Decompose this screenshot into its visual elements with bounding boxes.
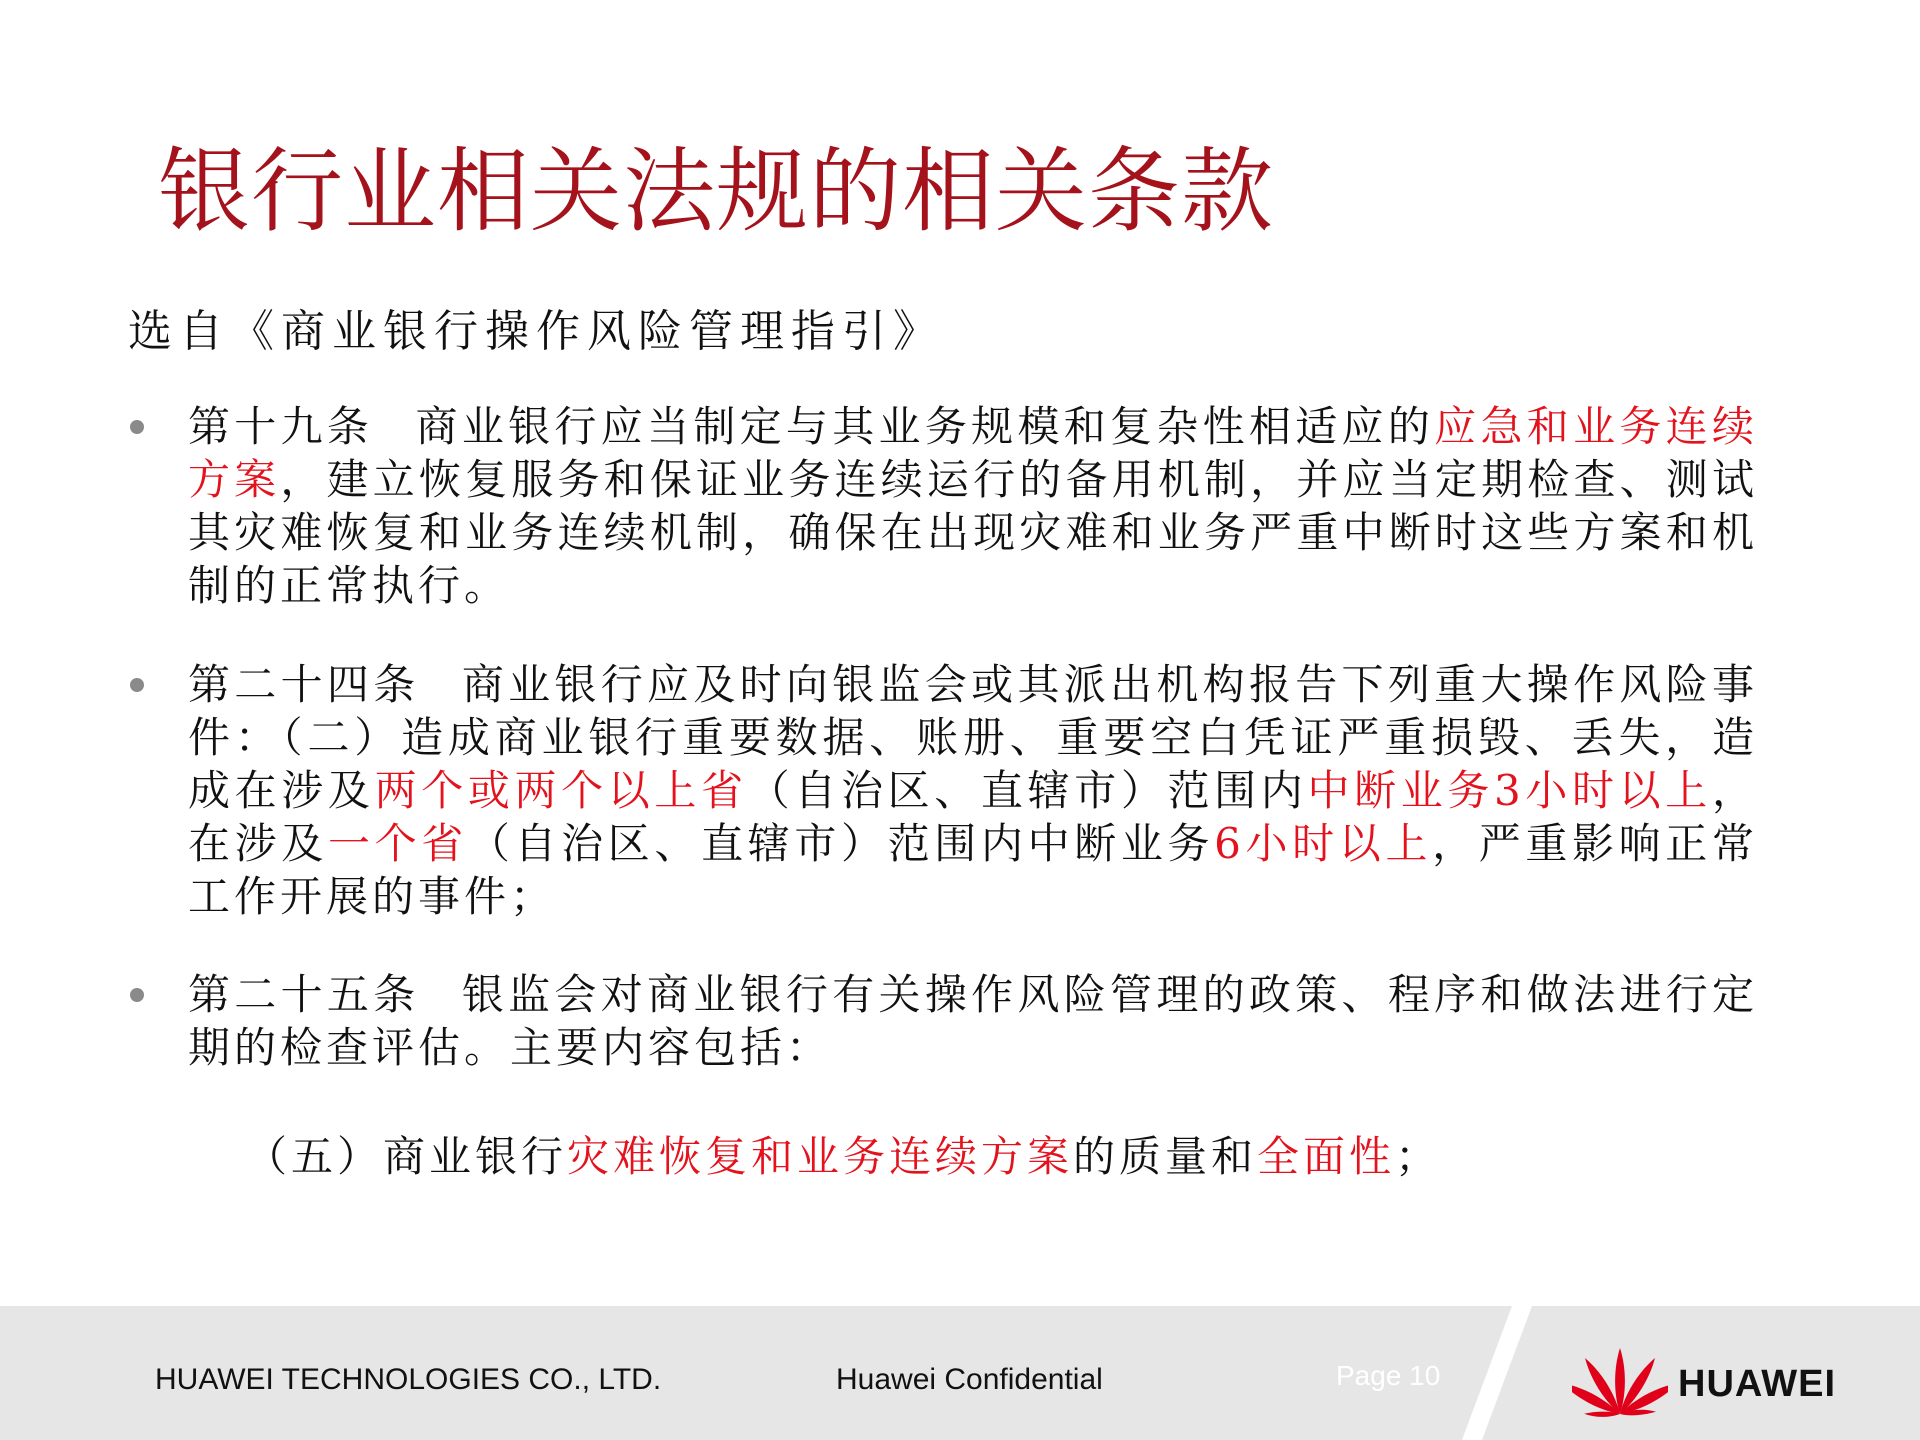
slide-subtitle: 选自《商业银行操作风险管理指引》 [128,306,944,357]
sub-item-five [245,1124,1441,1184]
bullet-text [188,968,1758,1074]
text-segment: ，建立恢复服务和保证业务连续运行的备用机制，并应当定期检查、测试其灾难恢复和业务连续机制，确保在出现灾难和业务严重中断时这些方案和机制的正常执行。 [188,455,1758,610]
bullet-dot [130,988,144,1002]
huawei-logo-text: HUAWEI [1678,1363,1836,1405]
footer-confidential: Huawei Confidential [836,1363,1103,1396]
highlight-text: 应急和业务连续方案 [188,402,1758,504]
highlight-text: 6小时以上 [1214,819,1433,868]
text-segment: （自治区、直辖市）范围内中断业务 [467,819,1215,868]
highlight-text: 灾难恢复和业务连续方案 [567,1132,1074,1181]
text-segment: ，严重影响正常工作开展的事件； [188,819,1758,921]
text-segment: （自治区、直辖市）范围内 [747,766,1308,815]
article-number: 第二十四条 [188,660,420,709]
bullet-dot [130,420,144,434]
text-segment: 商业银行应及时向银监会或其派出机构报告下列重大操作风险事件：（二）造成商业银行重要数据、账册、重要空白凭证严重损毁、丢失，造成在涉及 [188,660,1758,815]
article-number: 第二十五条 [188,970,420,1019]
bullet-text [188,658,1758,923]
huawei-logo-icon [1572,1340,1668,1420]
text-segment: ； [1395,1132,1442,1181]
text-segment: （五）商业银行 [245,1132,568,1181]
text-segment: 的质量和 [1073,1132,1258,1181]
article-number: 第十九条 [188,402,374,451]
highlight-text: 全面性 [1257,1132,1396,1181]
text-segment: 银监会对商业银行有关操作风险管理的政策、程序和做法进行定期的检查评估。主要内容包括： [188,970,1758,1072]
bullet-text [188,400,1758,612]
text-segment: ，在涉及 [188,766,1758,868]
bullet-dot [130,678,144,692]
highlight-text: 一个省 [327,819,468,868]
footer-divider-slash [1460,1306,1540,1440]
page-number: Page 10 [1336,1360,1441,1391]
highlight-text: 两个或两个以上省 [374,766,748,815]
footer-company: HUAWEI TECHNOLOGIES CO., LTD. [155,1363,662,1396]
slide-title: 银行业相关法规的相关条款 [158,138,1275,245]
text-segment: 商业银行应当制定与其业务规模和复杂性相适应的 [415,402,1435,451]
highlight-text: 中断业务3小时以上 [1307,766,1712,815]
